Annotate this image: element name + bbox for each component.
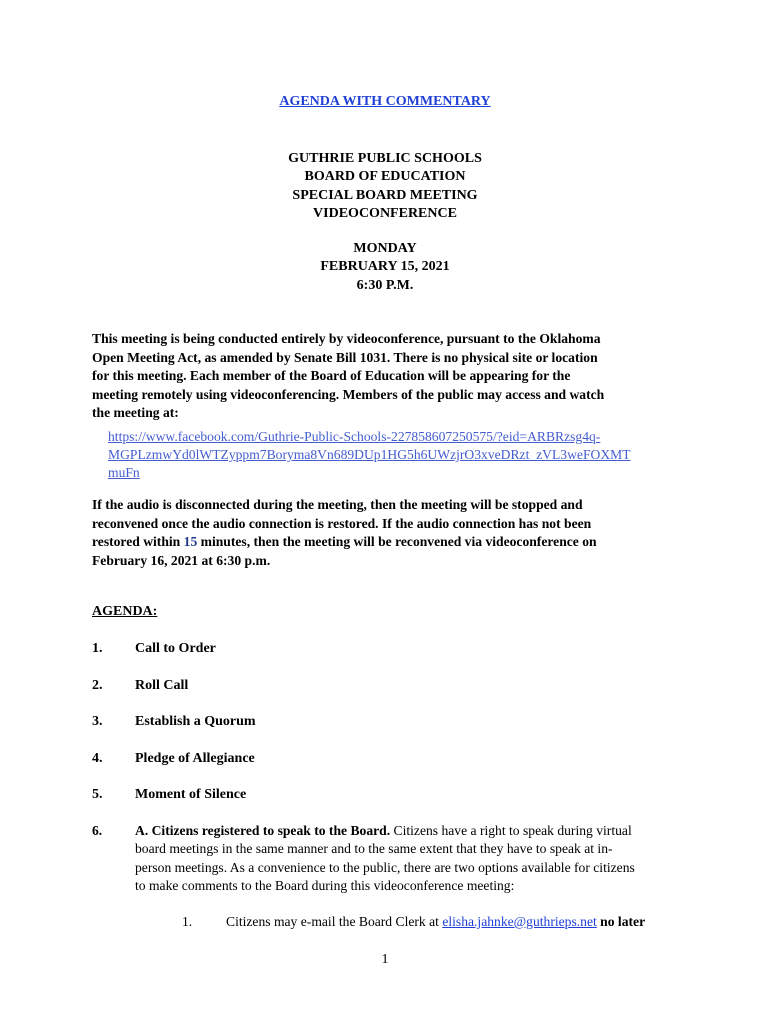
agenda-item (92, 787, 246, 803)
agenda-item (92, 714, 256, 730)
document-title[interactable]: AGENDA WITH COMMENTARY (279, 94, 491, 109)
date-time: 6:30 P.M. (356, 277, 414, 293)
header-line: GUTHRIE PUBLIC SCHOOLS (288, 151, 482, 166)
item-text: Pledge of Allegiance (135, 751, 255, 766)
audio-line: reconvened once the audio connection is restored. If the audio connection has not been (92, 515, 592, 531)
item-number: 1. (92, 641, 103, 656)
item-line: board meetings in the same manner and to the same extent that they have to speak at in- (135, 841, 613, 857)
facebook-stream-link[interactable] (108, 428, 698, 482)
meeting-header (0, 150, 770, 223)
audio-line: If the audio is disconnected during the meeting, then the meeting will be stopped and (92, 497, 583, 512)
url-line[interactable]: muFn (108, 465, 140, 480)
audio-line (92, 533, 692, 552)
sub-text-bold: no later (596, 914, 646, 929)
minutes-value: 15 (183, 534, 198, 549)
agenda-heading: AGENDA: (92, 604, 158, 619)
audio-line: February 16, 2021 at 6:30 p.m. (92, 552, 271, 568)
item-text: Moment of Silence (135, 787, 247, 802)
sub-item-text (226, 914, 645, 930)
item-text: Citizens have a right to speak during virtual (390, 823, 632, 838)
item-line (135, 822, 685, 840)
notice-line: This meeting is being conducted entirely by videoconference, pursuant to the Oklahoma (92, 331, 601, 346)
item-number: 4. (92, 751, 103, 766)
agenda-item (92, 641, 216, 657)
item-line: person meetings. As a convenience to the public, there are two options available for citizens (135, 859, 635, 875)
sub-text: Citizens may e-mail the Board Clerk at (226, 914, 443, 929)
url-line[interactable]: https://www.facebook.com/Guthrie-Public-Schools-227858607250575/?eid=ARBRzsg4q- (108, 429, 601, 444)
clerk-email-link[interactable]: elisha.jahnke@guthrieps.net (442, 914, 597, 929)
item-line: to make comments to the Board during this videoconference meeting: (135, 877, 515, 893)
item-number: 5. (92, 787, 103, 802)
item-lead: A. Citizens registered to speak to the Board. (135, 823, 391, 838)
item-text: Roll Call (135, 678, 189, 693)
agenda-item (92, 678, 188, 694)
item-number: 2. (92, 678, 103, 693)
audio-text: minutes, then the meeting will be reconvened via videoconference on (197, 534, 597, 549)
header-line: BOARD OF EDUCATION (304, 169, 466, 185)
notice-line: meeting remotely using videoconferencing. Members of the public may access and watch (92, 386, 605, 402)
header-line: SPECIAL BOARD MEETING (292, 187, 478, 203)
item-number: 6. (92, 823, 103, 838)
page-number: 1 (381, 952, 389, 967)
agenda-item (92, 751, 255, 767)
url-line[interactable]: MGPLzmwYd0lWTZyppm7Boryma8Vn689DUp1HG5h6UWzjrO3xveDRzt_zVL3weFOXMT (108, 447, 631, 462)
date-day: MONDAY (353, 241, 417, 256)
notice-line: Open Meeting Act, as amended by Senate Bill 1031. There is no physical site or location (92, 349, 598, 365)
videoconference-notice (92, 330, 692, 423)
item-text: Call to Order (135, 641, 216, 656)
audio-disconnect-notice (92, 496, 692, 570)
meeting-date (0, 240, 770, 295)
sub-item-number: 1. (182, 914, 193, 929)
notice-line: the meeting at: (92, 405, 179, 420)
header-line: VIDEOCONFERENCE (313, 205, 457, 221)
notice-line: for this meeting. Each member of the Board of Education will be appearing for the (92, 368, 571, 383)
audio-text: restored within (92, 534, 184, 549)
date-full: FEBRUARY 15, 2021 (320, 259, 450, 275)
item-body (135, 822, 685, 895)
item-text: Establish a Quorum (135, 714, 256, 729)
item-number: 3. (92, 714, 103, 729)
